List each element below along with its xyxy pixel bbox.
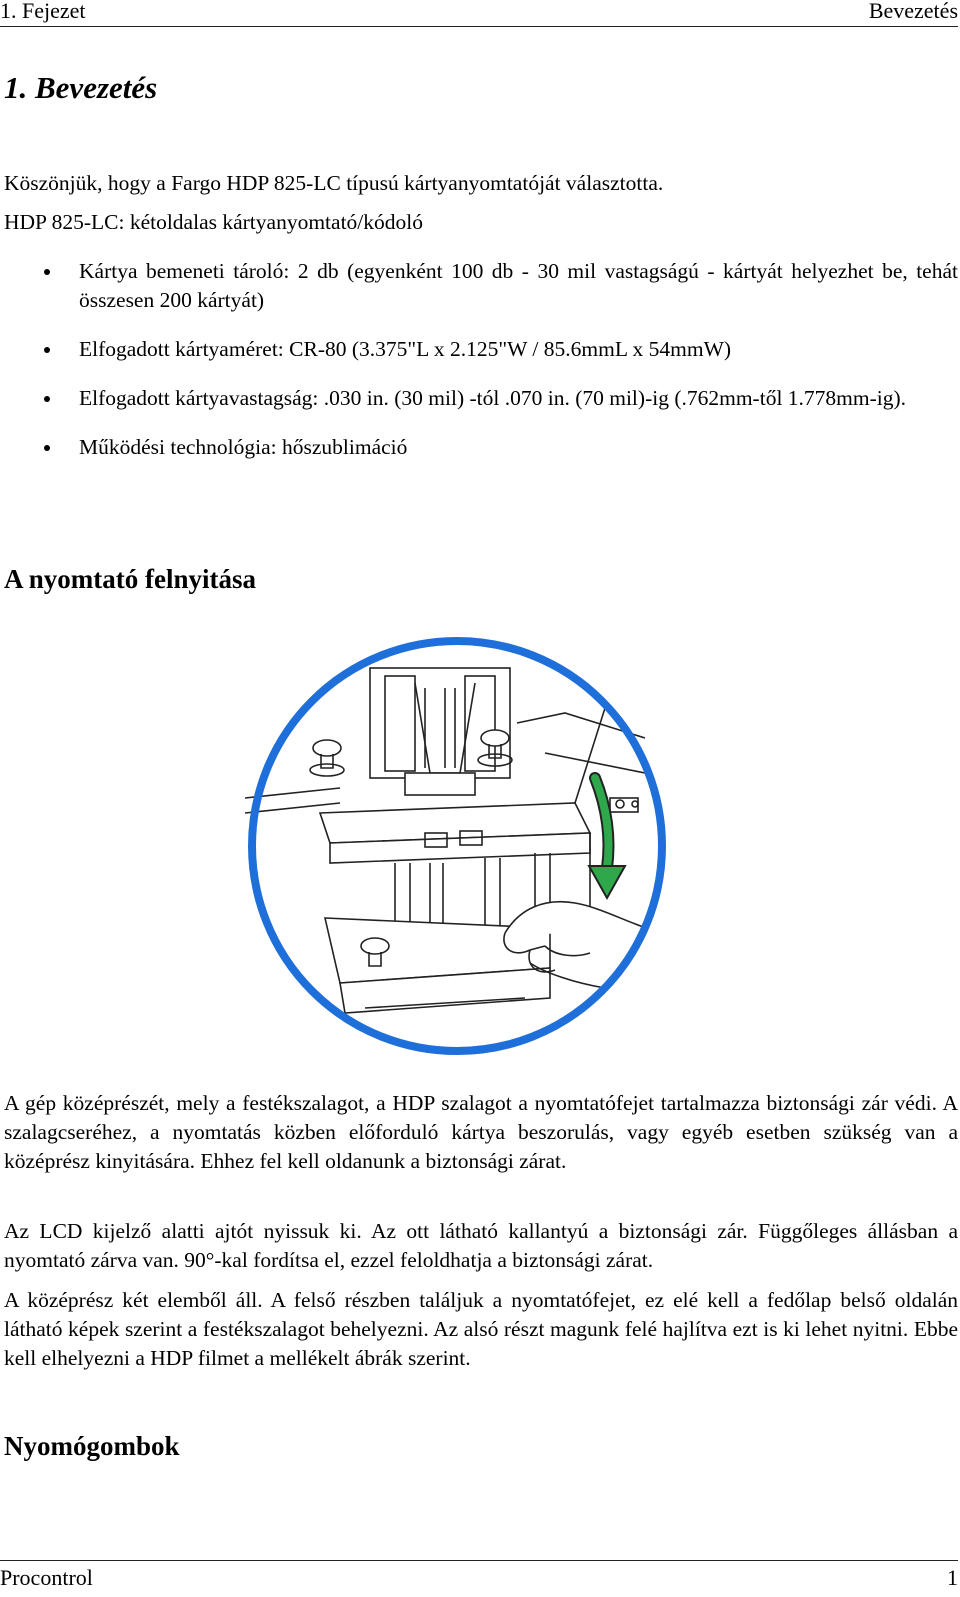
spec-list [0, 257, 958, 482]
list-item: Elfogadott kártyavastagság: .030 in. (30 mil) -tól .070 in. (70 mil)-ig (.762mm-től 1.778mm-ig). [0, 384, 958, 413]
header-section: Bevezetés [868, 0, 958, 23]
page-footer [0, 1566, 958, 1590]
list-item: Kártya bemeneti tároló: 2 db (egyenként 100 db - 30 mil vastagságú - kártyát helyezhet be, tehát összesen 200 kártyát) [0, 257, 958, 315]
section-heading-buttons: Nyomógombok [4, 1431, 180, 1461]
bullet-icon [44, 445, 50, 451]
bullet-icon [44, 396, 50, 402]
intro-line-2: HDP 825-LC: kétoldalas kártyanyomtató/kódoló [4, 210, 423, 234]
intro-line-1: Köszönjük, hogy a Fargo HDP 825-LC típusú kártyanyomtatóját választotta. [4, 171, 664, 195]
list-item: Működési technológia: hőszublimáció [0, 433, 958, 462]
printer-opening-illustration [245, 628, 700, 1068]
page-title: 1. Bevezetés [4, 70, 158, 105]
bullet-icon [44, 347, 50, 353]
opening-paragraph-3: A középrész két elemből áll. A felső részben találjuk a nyomtatófejet, ez elé kell a fedőlap belső oldalán látható képek szerint a festékszalagot behelyezni. Az alsó részt magunk felé hajlítva ezt is ki lehet nyitni. Ebbe kell elhelyezni a HDP filmet a mellékelt ábrák szerint. [4, 1288, 958, 1370]
opening-paragraph-2: Az LCD kijelző alatti ajtót nyissuk ki. Az ott látható kallantyú a biztonsági zár. Függőleges állásban a nyomtató zárva van. 90°-kal fordítsa el, ezzel feloldhatja a biztonsági zárat. [4, 1219, 958, 1272]
footer-rule [0, 1560, 958, 1561]
header-rule [0, 26, 958, 27]
page-number: 1 [947, 1565, 958, 1590]
opening-paragraph-1: A gép középrészét, mely a festékszalagot, a HDP szalagot a nyomtatófejet tartalmazza biztonsági zár védi. A szalagcseréhez, a nyomtatás közben előforduló kártya beszorulás, vagy egyéb esetben szükség van a középrész kinyitására. Ehhez fel kell oldanunk a biztonsági zárat. [4, 1091, 958, 1173]
section-heading-opening: A nyomtató felnyitása [4, 564, 256, 594]
bullet-icon [44, 269, 50, 275]
rotation-arrow-icon [589, 778, 625, 898]
page-header [0, 0, 958, 23]
footer-company: Procontrol [0, 1565, 93, 1590]
list-item: Elfogadott kártyaméret: CR-80 (3.375"L x 2.125"W / 85.6mmL x 54mmW) [0, 335, 958, 364]
header-chapter: 1. Fejezet [0, 0, 86, 23]
